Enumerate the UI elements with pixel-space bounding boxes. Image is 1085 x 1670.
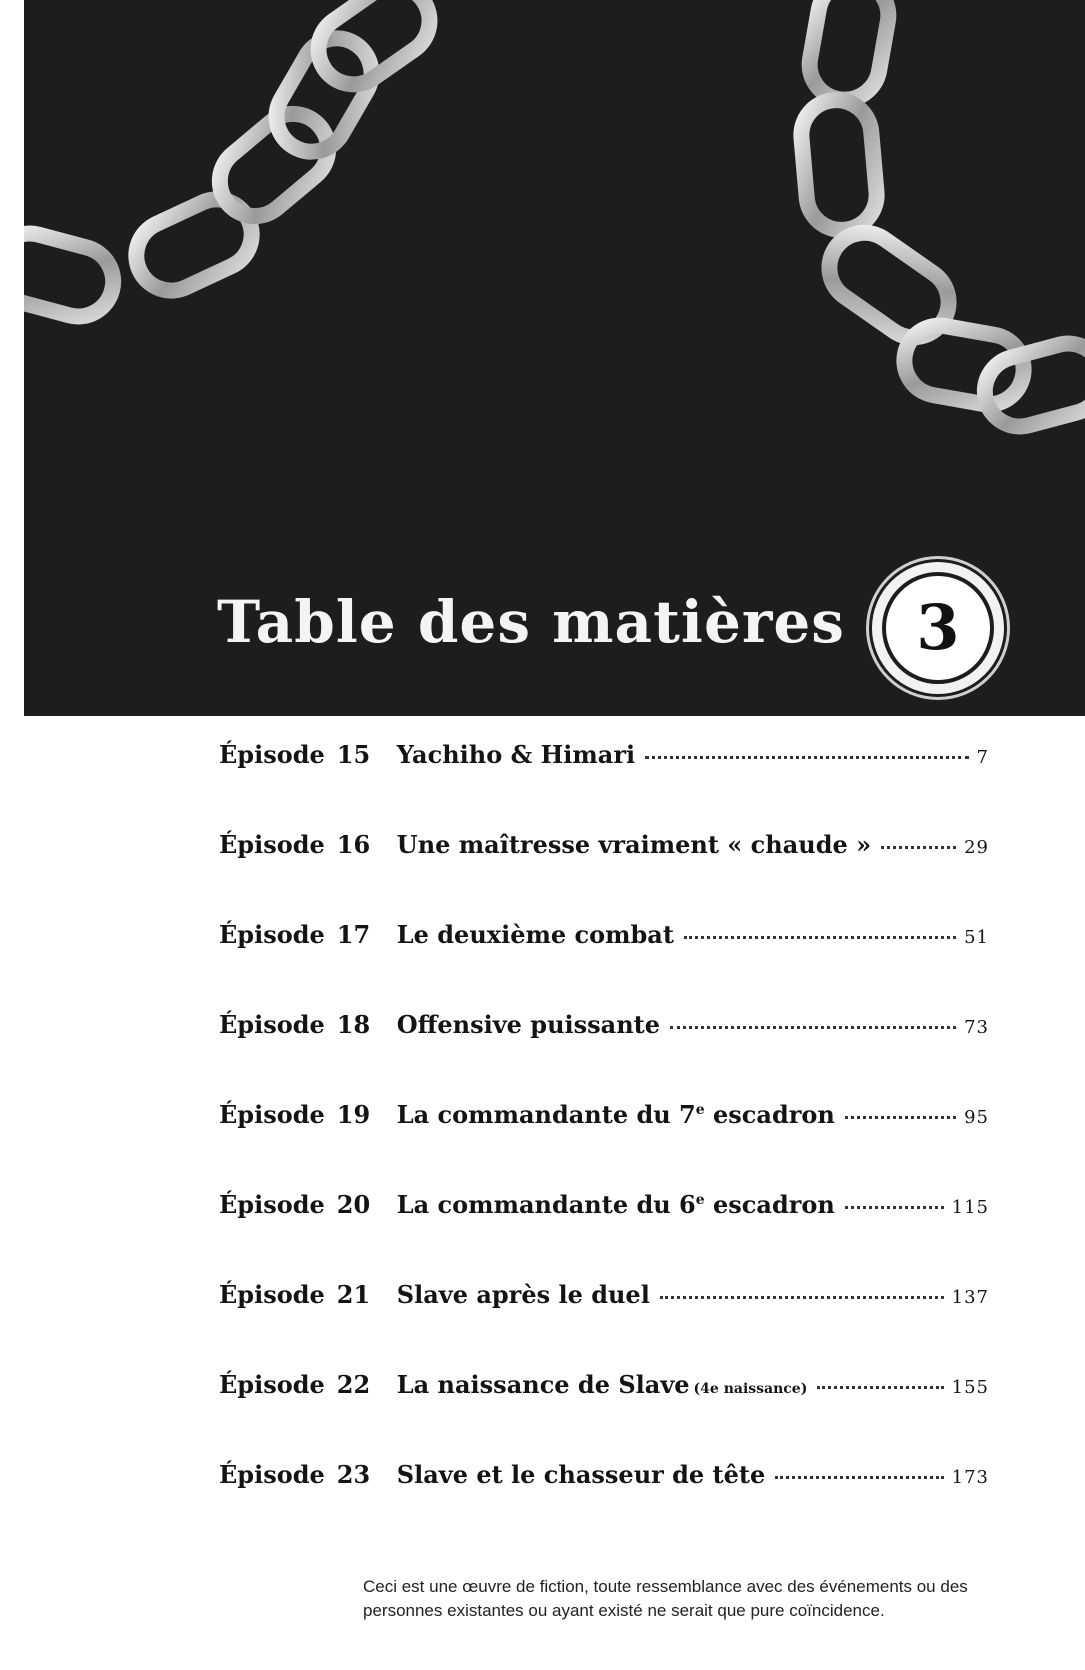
episode-title (397, 1190, 835, 1219)
episode-label: Épisode (219, 1010, 325, 1039)
page-number: 173 (951, 1467, 989, 1488)
volume-ring (882, 572, 994, 684)
episode-title: Une maîtresse vraiment « chaude » (396, 830, 872, 859)
page-number: 95 (964, 1107, 989, 1128)
toc-entry[interactable] (219, 1190, 989, 1230)
page-number: 29 (964, 837, 989, 858)
toc-entry[interactable] (219, 740, 989, 780)
page-number: 115 (951, 1197, 989, 1218)
title-text: La commandante du 6 (396, 1190, 696, 1219)
volume-number: 3 (916, 591, 960, 664)
title-text: escadron (704, 1100, 835, 1129)
episode-label: Épisode (219, 1190, 325, 1219)
episode-label: Épisode (219, 1370, 325, 1399)
episode-title: Offensive puissante (396, 1010, 661, 1039)
page-title: Table des matières (217, 588, 845, 656)
episode-label: Épisode (219, 1460, 325, 1489)
toc-entry[interactable] (219, 920, 989, 960)
dot-leader (645, 756, 968, 759)
dot-leader (660, 1296, 944, 1299)
fiction-disclaimer: Ceci est une œuvre de fiction, toute ressemblance avec des événements ou des personnes existantes ou ayant existé ne serait que pure coïncidence. (363, 1577, 968, 1620)
episode-number: 15 (336, 740, 371, 769)
episode-number: 16 (336, 830, 371, 859)
episode-label: Épisode (219, 740, 325, 769)
volume-badge (872, 562, 1004, 694)
episode-title (397, 1100, 835, 1129)
toc-entry[interactable] (219, 1100, 989, 1140)
toc-entry[interactable] (219, 1460, 989, 1500)
episode-title: Slave après le duel (396, 1280, 650, 1309)
episode-title: Yachiho & Himari (396, 740, 636, 769)
episode-label: Épisode (219, 1100, 325, 1129)
episode-number: 21 (336, 1280, 371, 1309)
episode-title: Le deuxième combat (396, 920, 674, 949)
dot-leader (881, 846, 956, 849)
title-text: La naissance de Slave (396, 1370, 690, 1399)
toc-entry[interactable] (219, 1370, 989, 1410)
episode-number: 23 (336, 1460, 371, 1489)
page-number: 137 (951, 1287, 989, 1308)
episode-label: Épisode (219, 1280, 325, 1309)
page-number: 155 (951, 1377, 989, 1398)
episode-title: Slave et le chasseur de tête (396, 1460, 766, 1489)
dot-leader (817, 1386, 943, 1389)
toc-entry[interactable] (219, 1010, 989, 1050)
episode-number: 20 (336, 1190, 371, 1219)
dot-leader (684, 936, 956, 939)
title-note: (4e naissance) (693, 1381, 808, 1397)
toc-entry[interactable] (219, 1280, 989, 1320)
page-number: 7 (976, 747, 989, 768)
title-text: escadron (704, 1190, 835, 1219)
page-number: 73 (964, 1017, 989, 1038)
episode-number: 17 (336, 920, 371, 949)
episode-label: Épisode (219, 830, 325, 859)
episode-number: 22 (336, 1370, 371, 1399)
dot-leader (670, 1026, 956, 1029)
page-number: 51 (964, 927, 989, 948)
episode-title (397, 1370, 808, 1399)
dot-leader (775, 1476, 943, 1479)
toc-entry[interactable] (219, 830, 989, 870)
ordinal-suffix: e (695, 1192, 705, 1208)
episode-number: 18 (336, 1010, 371, 1039)
ordinal-suffix: e (695, 1102, 705, 1118)
episode-label: Épisode (219, 920, 325, 949)
episode-number: 19 (336, 1100, 371, 1129)
title-text: La commandante du 7 (396, 1100, 696, 1129)
dot-leader (845, 1116, 956, 1119)
dot-leader (845, 1206, 944, 1209)
